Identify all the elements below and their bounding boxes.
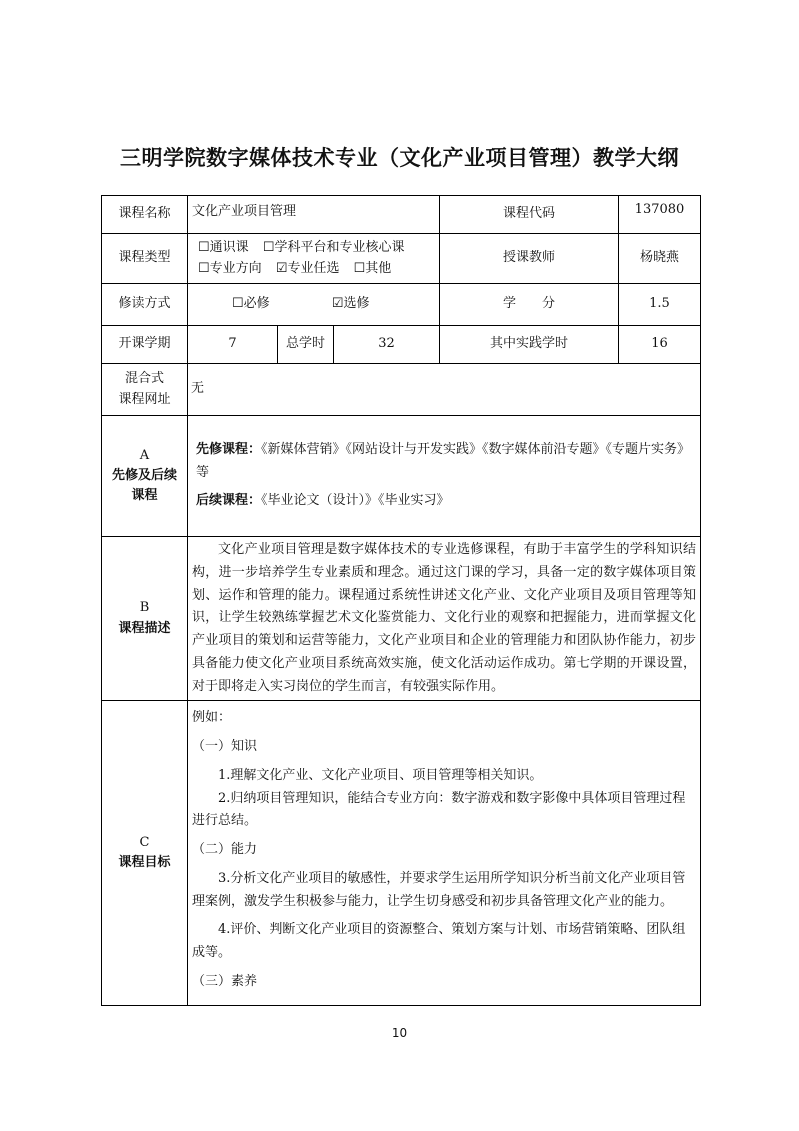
study-mode-options [188,284,440,326]
page-number: 10 [391,1026,408,1040]
goal-intro: 例如： [192,710,232,726]
credit-label: 学 分 [440,284,619,326]
teacher-label: 授课教师 [440,234,619,284]
practice-hours-label: 其中实践学时 [440,326,619,364]
checkbox-icon[interactable]: ☐ [232,296,244,312]
total-hours-value: 32 [334,326,440,364]
section-b [102,537,701,701]
option-label: 其他 [365,260,392,276]
section-a-title-line2: 课程 [131,488,158,504]
goal-item-2: 2.归纳项目管理知识，能结合专业方向：数字游戏和数字影像中具体项目管理过程进行总结。 [192,790,686,829]
course-name-value: 文化产业项目管理 [188,196,440,234]
section-c [102,701,701,1006]
checkbox-icon[interactable]: ☐ [198,240,210,256]
checked-checkbox-icon[interactable]: ☑ [275,260,288,276]
section-a [102,416,701,537]
option-other [354,261,392,276]
goal-heading-ability: （二）能力 [192,842,258,857]
course-type-label: 课程类型 [102,234,188,284]
followup-text: 《毕业论文（设计）》《毕业实习》 [261,493,450,509]
study-mode-label: 修读方式 [102,284,188,326]
row-term [102,326,701,364]
credit-value: 1.5 [619,284,701,326]
goal-item-4: 4.评价、判断文化产业项目的资源整合、策划方案与计划、市场营销策略、团队组成等。 [192,922,686,960]
section-b-title: 课程描述 [118,620,171,636]
course-description: 文化产业项目管理是数字媒体技术的专业选修课程，有助于丰富学生的学科知识结构，进一步培养学生专业素质和理念。通过这门课的学习，具备一定的数字媒体项目策划、运作和管理的能力。课程通过系统性讲述文化产业、文化产业项目及项目管理等知识，让学生较熟练掌握艺术文化鉴赏能力、文化行业的观察和把握能力，进而掌握文化产业项目的策划和运营等能力，文化产业项目和企业的管理能力和团队协作能力，初步具备能力使文化产业项目系统高效实施，使文化活动运作成功。第七学期的开课设置，对于即将走入实习岗位的学生而言，有较强实际作用。 [192,542,696,694]
section-b-label [102,537,188,701]
online-url-value: 无 [188,364,701,416]
section-c-title: 课程目标 [118,855,171,871]
option-direction [198,261,262,276]
section-b-content [188,537,701,701]
row-study-mode [102,284,701,326]
section-c-letter: C [139,835,150,851]
option-label: 必修 [243,296,270,312]
option-elective-mode [332,296,370,311]
section-a-title-line1: 先修及后续 [111,467,177,483]
total-hours-label: 总学时 [278,326,334,364]
option-label: 通识课 [209,240,249,256]
teacher-value: 杨晓燕 [619,234,701,284]
option-general [198,240,249,255]
row-course-type [102,234,701,284]
section-a-letter: A [139,447,150,463]
online-url-label [102,364,188,416]
online-url-label-line2: 课程网址 [118,391,171,407]
section-c-label [102,701,188,1006]
checkbox-icon[interactable]: ☐ [262,240,275,256]
term-value: 7 [188,326,278,364]
option-elective [276,261,340,276]
prereq-label: 先修课程： [196,441,262,457]
option-core [263,240,405,255]
checkbox-icon[interactable]: ☐ [198,260,210,276]
row-online-url [102,364,701,416]
course-code-value: 137080 [619,196,701,234]
syllabus-table [101,195,701,1006]
checkbox-icon[interactable]: ☐ [353,260,366,276]
section-a-label [102,416,188,537]
option-label: 专业任选 [287,260,340,276]
goal-heading-literacy: （三）素养 [192,973,258,989]
section-b-letter: B [139,600,150,616]
option-label: 专业方向 [209,260,262,276]
prereq-text: 《新媒体营销》《网站设计与开发实践》《数字媒体前沿专题》《专题片实务》等 [196,441,691,480]
goal-item-3: 3.分析文化产业项目的敏感性，并要求学生运用所学知识分析当前文化产业项目管理案例，激发学生积极参与能力，让学生切身感受和初步具备管理文化产业的能力。 [192,870,686,909]
course-type-options [188,234,440,284]
row-course-name [102,196,701,234]
online-url-label-line1: 混合式 [124,371,164,387]
checked-checkbox-icon[interactable]: ☑ [331,296,344,312]
followup-label: 后续课程： [196,493,262,509]
option-required [232,296,270,311]
section-a-content [188,416,701,537]
goal-heading-knowledge: （一）知识 [192,739,258,754]
term-label: 开课学期 [102,326,188,364]
practice-hours-value: 16 [619,326,701,364]
option-label: 选修 [343,296,370,312]
course-name-label: 课程名称 [102,196,188,234]
goal-item-1: 1.理解文化产业、文化产业项目、项目管理等相关知识。 [218,767,543,783]
page-title: 三明学院数字媒体技术专业（文化产业项目管理）教学大纲 [120,146,679,170]
course-code-label: 课程代码 [440,196,619,234]
section-c-content [188,701,701,1006]
option-label: 学科平台和专业核心课 [274,240,405,256]
